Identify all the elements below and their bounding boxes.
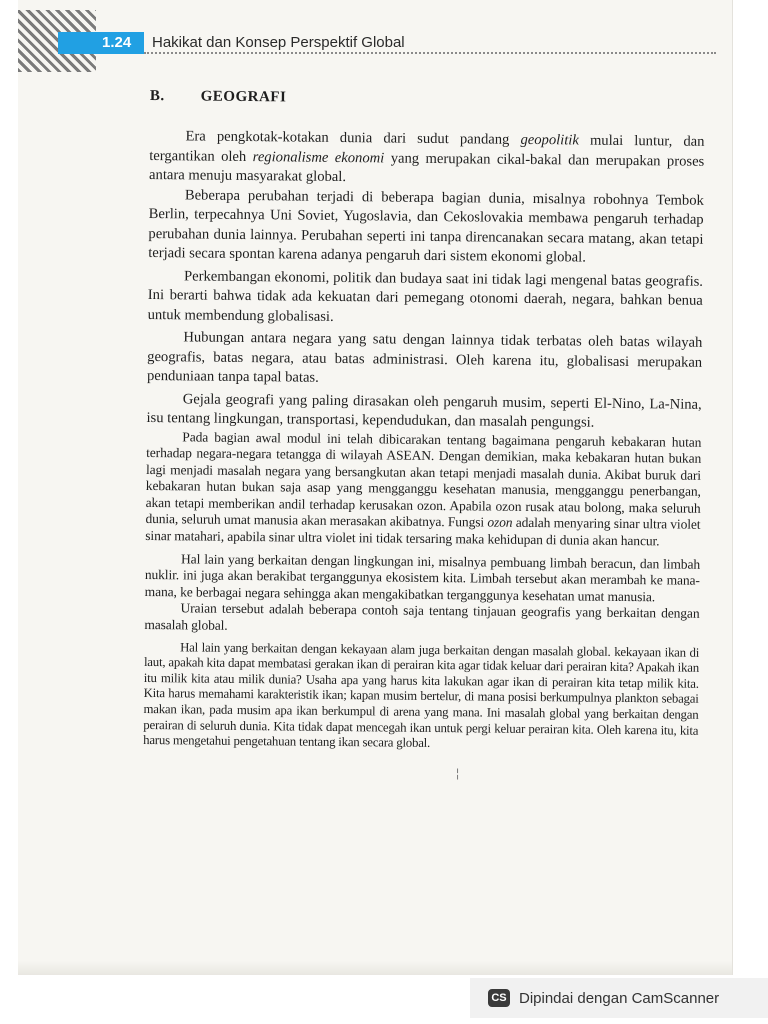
paragraph-2: Beberapa perubahan terjadi di beberapa bagian dunia, misalnya robohnya Tembok Berlin, terpecahnya Uni Soviet, Yugoslavia, dan Cekoslovakia membawa pengaruh terhadap perubahan dunia lainnya. Perubahan seperti ini tanpa direncanakan secara matang, akan tetapi terjadi secara spontan karena adanya pengaruh dari sistem ekonomi global. [148, 186, 704, 266]
paragraph-1: Era pengkotak-kotakan dunia dari sudut pandang geopolitik mulai luntur, dan tergantikan oleh regionalisme ekonomi yang merupakan cikal-bakal dan merupakan proses antara menuju masyarakat global. [149, 128, 705, 186]
paragraph-3: Perkembangan ekonomi, politik dan budaya saat ini tidak lagi mengenal batas geografis. Ini berarti bahwa tidak ada kekuatan dari pemegang otonomi daerah, negara, bahkan benua untuk membendung globalisasi. [147, 267, 704, 325]
stray-mark: ¦ [456, 766, 460, 780]
paragraph-5: Gejala geografi yang paling dirasakan oleh pengaruh musim, seperti El-Nino, La-Nina, isu tentang lingkungan, transportasi, kependudukan, dan masalah pengungsi. [146, 390, 702, 431]
running-title: Hakikat dan Konsep Perspektif Global [152, 34, 405, 51]
camscanner-logo-icon: CS [488, 989, 510, 1007]
chapter-number-badge: 1.24 [58, 32, 144, 54]
paragraph-7: Hal lain yang berkaitan dengan lingkungan ini, misalnya pembuang limbah beracun, dan limbah nuklir. ini juga akan berakibat terganggunya ekosistem kita. Limbah tersebut akan merambah ke mana-mana, ke berbagai negara sehingga akan mengakibatkan terganggunya kesehatan umat manusia. [144, 551, 701, 605]
paragraph-6: Pada bagian awal modul ini telah dibicarakan tentang bagaimana pengaruh kebakaran hutan terhadap negara-negara tetangga di wilayah ASEAN. Dengan demikian, maka kebakaran hutan bukan lagi menjadi masalah negara yang bersangkutan akan tetapi menjadi masalah dunia. Akibat buruk dari kebakaran hutan bukan saja asap yang mengganggu kesehatan manusia, mengganggu penerbangan, akan tetapi memberikan andil terhadap kerusakan ozon. Apabila ozon rusak atau bolong, maka seluruh dunia, seluruh umat manusia akan merasakan akibatnya. Fungsi ozon adalah menyaring sinar ultra violet sinar matahari, apabila sinar ultra violet ini tidak tersaring maka kehidupan di dunia akan hancur. [145, 428, 702, 549]
camscanner-text: Dipindai dengan CamScanner [519, 989, 720, 1007]
section-letter: B. [149, 88, 165, 105]
header-dotted-rule [144, 52, 716, 54]
paragraph-8: Uraian tersebut adalah beberapa contoh saja tentang tinjauan geografis yang berkaitan dengan masalah global. [144, 600, 700, 633]
section-title: GEOGRAFI [200, 88, 287, 106]
paragraph-4: Hubungan antara negara yang satu dengan lainnya tidak terbatas oleh batas wilayah geografis, batas negara, atau batas administrasi. Oleh karena itu, globalisasi merupakan penduniaan tanpa tapal batas. [146, 329, 703, 386]
paragraph-9: Hal lain yang berkaitan dengan kekayaan alam juga berkaitan dengan masalah global. kekayaan ikan di laut, apakah kita dapat membatasi gerakan ikan di perairan kita agar tidak keluar dari perairan kita? Apakah ikan itu milik kita atau milik dunia? Usaha apa yang harus kita lakukan agar ikan di perairan kita tetap milik kita. Kita harus memahami karakteristik ikan; kapan musim bertelur, di mana posisi berkumpulnya plankton sebagai makan ikan, pada musim apa ikan berkumpul di arena yang mana. Ini masalah global yang berkaitan dengan perairan di seluruh dunia. Kita tidak dapat mencegah ikan untuk pergi keluar perairan kita. Oleh karena itu, kita harus mengetahui pengetahuan tentang ikan secara global. [143, 639, 700, 751]
camscanner-watermark [470, 978, 768, 1018]
page-content [143, 88, 705, 755]
running-header [58, 32, 718, 56]
